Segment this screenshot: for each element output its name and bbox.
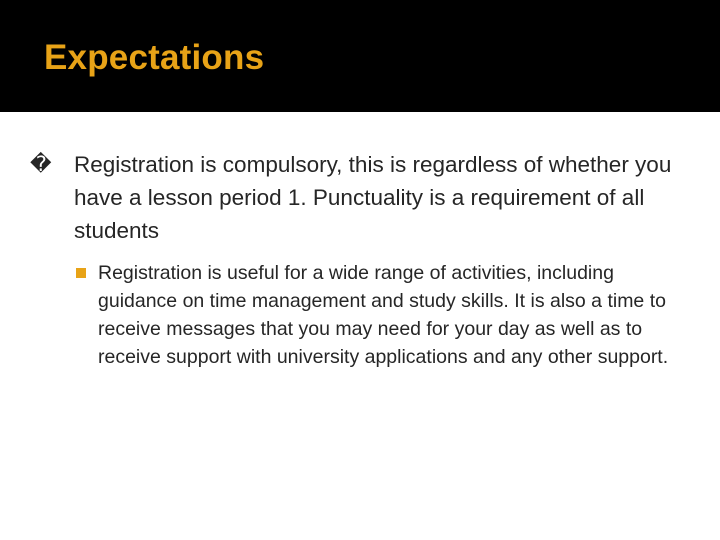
bullet-level-2 [74,259,683,371]
sub-bullet-text: Registration is useful for a wide range of activities, including guidance on time management and study skills. It is also a time to receive messages that you may need for your day as well as to receive support with university applications and any other support. [98,262,669,368]
slide-title: Expectations [44,38,265,77]
square-bullet-icon [76,268,86,278]
title-bar [0,0,720,112]
bullet-text: Registration is compulsory, this is regardless of whether you have a lesson period 1. Punctuality is a requirement of all students [74,152,672,243]
bullet-level-1 [30,148,686,247]
slide-content [30,148,686,371]
missing-glyph-icon: � [30,153,52,176]
